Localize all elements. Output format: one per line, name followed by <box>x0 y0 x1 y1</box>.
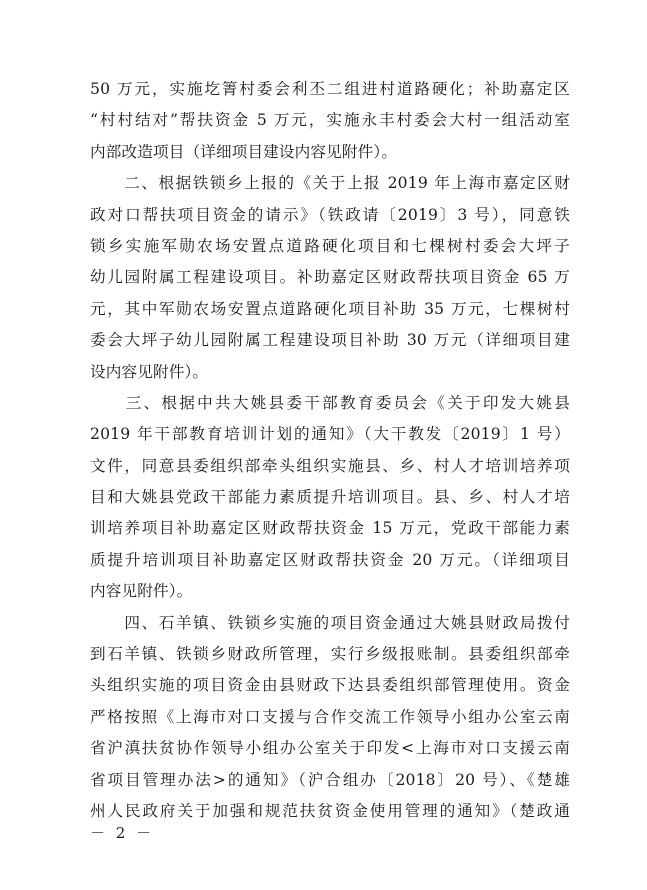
text-line: 质提升培训项目补助嘉定区财政帮扶资金 20 万元。（详细项目 <box>90 550 570 569</box>
text-line: 训培养项目补助嘉定区财政帮扶资金 15 万元，党政干部能力素 <box>90 519 570 538</box>
text-line: 委会大坪子幼儿园附属工程建设项目补助 30 万元（详细项目建 <box>90 331 570 350</box>
text-line: 省项目管理办法>的通知》（沪合组办〔2018〕20 号）、《楚雄 <box>90 770 570 789</box>
text-line: 幼儿园附属工程建设项目。补助嘉定区财政帮扶项目资金 65 万 <box>90 268 570 287</box>
page-number: － 2 － <box>90 824 155 842</box>
text-line: 设内容见附件）。 <box>90 362 209 381</box>
text-line: 2019 年干部教育培训计划的通知》（大干教发〔2019〕1 号） <box>90 425 570 444</box>
text-line: 锁乡实施军勋农场安置点道路硬化项目和七棵树村委会大坪子 <box>90 236 570 255</box>
body-text <box>90 74 570 827</box>
text-line: 内容见附件）。 <box>90 582 193 601</box>
text-line: 省沪滇扶贫协作领导小组办公室关于印发<上海市对口支援云南 <box>90 739 570 758</box>
text-line: 文件，同意县委组织部牵头组织实施县、乡、村人才培训培养项 <box>90 456 570 475</box>
text-line: “村村结对”帮扶资金 5 万元，实施永丰村委会大村一组活动室 <box>90 111 570 130</box>
text-line: 严格按照《上海市对口支援与合作交流工作领导小组办公室云南 <box>90 707 570 726</box>
text-line: 到石羊镇、铁锁乡财政所管理，实行乡级报账制。县委组织部牵 <box>90 645 570 664</box>
text-line: 三、根据中共大姚县委干部教育委员会《关于印发大姚县 <box>90 393 570 412</box>
text-line: 四、石羊镇、铁锁乡实施的项目资金通过大姚县财政局拨付 <box>90 613 570 632</box>
text-line: 头组织实施的项目资金由县财政下达县委组织部管理使用。资金 <box>90 676 570 695</box>
text-line: 内部改造项目（详细项目建设内容见附件）。 <box>90 142 398 161</box>
text-line: 目和大姚县党政干部能力素质提升培训项目。县、乡、村人才培 <box>90 488 570 507</box>
text-line: 二、根据铁锁乡上报的《关于上报 2019 年上海市嘉定区财 <box>90 174 570 193</box>
text-line: 50 万元，实施圪箐村委会利丕二组进村道路硬化；补助嘉定区 <box>90 80 570 98</box>
text-line: 州人民政府关于加强和规范扶贫资金使用管理的通知》（楚政通 <box>90 801 570 820</box>
text-line: 元，其中军勋农场安置点道路硬化项目补助 35 万元，七棵树村 <box>90 299 570 318</box>
text-line: 政对口帮扶项目资金的请示》（铁政请〔2019〕3 号），同意铁 <box>90 205 570 224</box>
